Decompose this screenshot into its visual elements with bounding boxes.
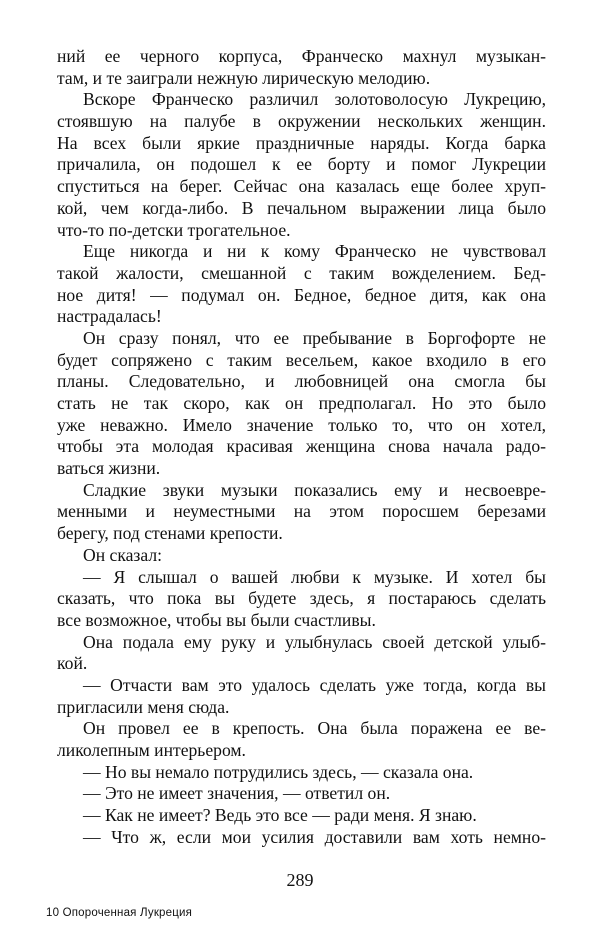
printer-signature: 10 Опороченная Лукреция — [46, 907, 193, 919]
text-line: такой жалости, смешанной с таким вожделением. Бед- — [57, 262, 546, 283]
text-line: Он сказал: — [83, 544, 163, 565]
text-line: ваться жизни. — [57, 458, 161, 479]
text-line: стоявшую на палубе в окружении нескольких женщин. — [57, 111, 546, 132]
text-line: — Я слышал о вашей любви к музыке. И хотел бы — [83, 566, 546, 587]
text-line: настрадалась! — [57, 306, 162, 327]
text-line: что-то по-детски трогательное. — [57, 219, 291, 240]
text-line: Он провел ее в крепость. Она была поражена ее ве- — [83, 718, 546, 739]
page-number: 289 — [286, 870, 314, 890]
text-line: все возможное, чтобы вы были счастливы. — [57, 609, 376, 630]
text-line: менными и неуместными на этом поросшем березами — [57, 501, 546, 522]
body-text — [57, 46, 546, 848]
text-line: сказать, что пока вы будете здесь, я постараюсь сделать — [57, 588, 546, 609]
text-line: — Что ж, если мои усилия доставили вам хоть немно- — [83, 826, 546, 847]
text-line: кой. — [57, 653, 88, 674]
text-line: будет сопряжено с таким весельем, какое входило в его — [57, 349, 546, 370]
text-line: ликолепным интерьером. — [57, 740, 246, 760]
text-line: — Это не имеет значения, — ответил он. — [83, 783, 391, 804]
text-line: там, и те заиграли нежную лирическую мелодию. — [57, 67, 431, 88]
text-line: Вскоре Франческо различил золотоволосую Лукрецию, — [83, 89, 546, 110]
text-line: спуститься на берег. Сейчас она казалась еще более хруп- — [57, 176, 546, 197]
text-line: На всех были яркие праздничные наряды. Когда барка — [57, 132, 546, 153]
text-line: берегу, под стенами крепости. — [57, 523, 283, 544]
text-line: уже неважно. Имело значение только то, что он хотел, — [57, 414, 546, 435]
text-line: чтобы эта молодая красивая женщина снова начала радо- — [57, 436, 546, 457]
text-line: Сладкие звуки музыки показались ему и несвоевре- — [83, 479, 546, 500]
text-line: ное дитя! — подумал он. Бедное, бедное дитя, как она — [57, 284, 546, 305]
text-line: — Но вы немало потрудились здесь, — сказала она. — [83, 761, 474, 782]
text-line: стать не так скоро, как он предполагал. Но это было — [57, 393, 546, 413]
text-line: ний ее черного корпуса, Франческо махнул музыкан- — [57, 46, 546, 66]
text-line: — Как не имеет? Ведь это все — ради меня. Я знаю. — [83, 805, 477, 826]
text-line: Он сразу понял, что ее пребывание в Боргофорте не — [83, 327, 546, 348]
text-line: Она подала ему руку и улыбнулась своей детской улыб- — [83, 631, 546, 652]
text-line: — Отчасти вам это удалось сделать уже тогда, когда вы — [83, 674, 546, 695]
text-line: Еще никогда и ни к кому Франческо не чувствовал — [83, 241, 546, 262]
text-line: планы. Следовательно, и любовницей она смогла бы — [57, 371, 546, 392]
text-line: пригласили меня сюда. — [57, 696, 230, 717]
text-line: кой, чем когда-либо. В печальном выражении лица было — [57, 197, 546, 218]
text-line: причалила, он подошел к ее борту и помог Лукреции — [57, 154, 546, 175]
